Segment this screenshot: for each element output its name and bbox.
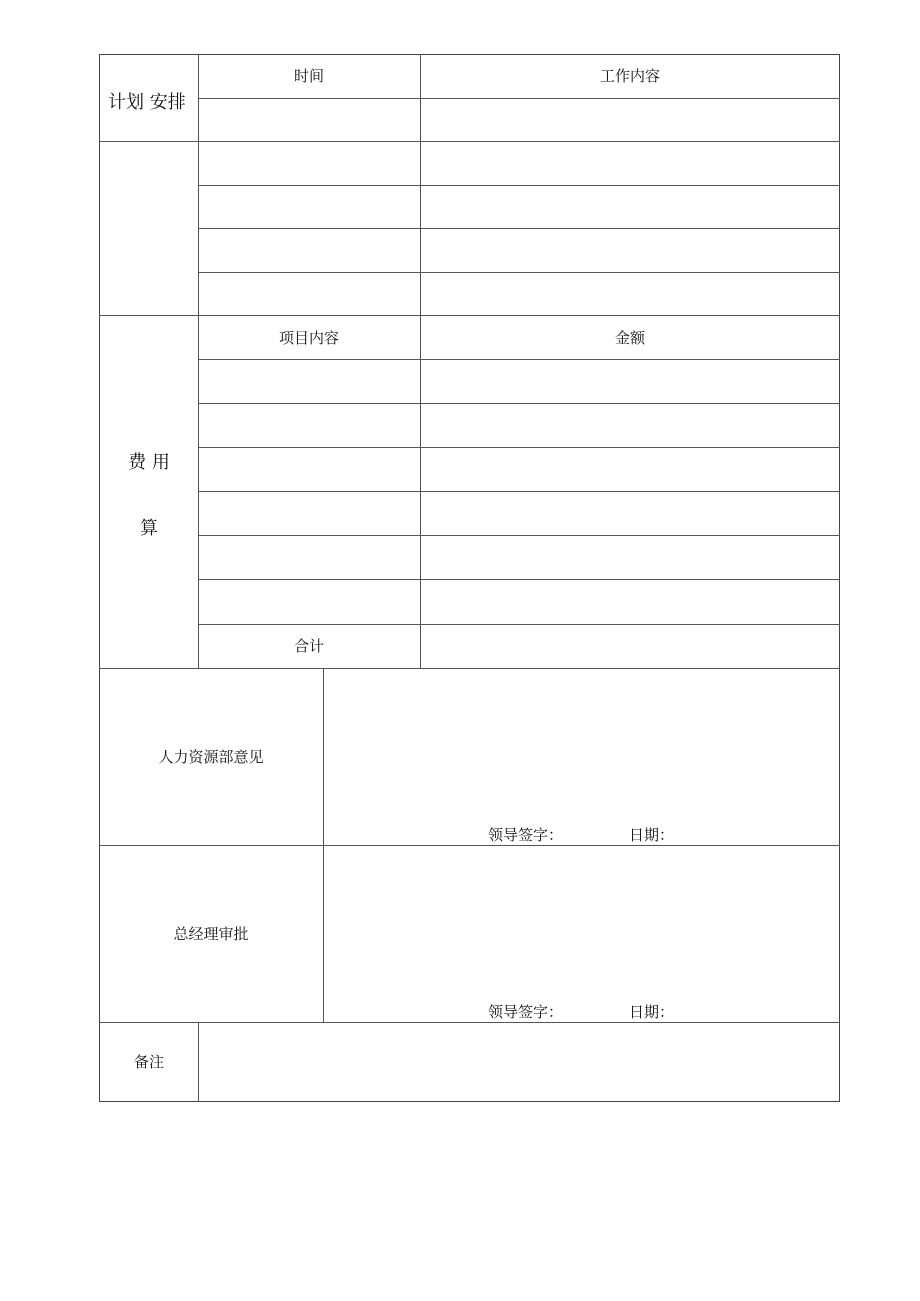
gm-signature-label: 领导签字： <box>488 1003 564 1021</box>
gm-approval-label: 总经理审批 <box>173 925 249 943</box>
plan-time-header: 时间 <box>293 67 325 85</box>
budget-section-label-line2: 算 <box>140 518 158 539</box>
column-divider <box>198 54 199 668</box>
row-divider <box>198 491 840 492</box>
row-divider <box>99 141 840 142</box>
row-divider <box>99 315 840 316</box>
approval-form-table <box>99 54 840 1102</box>
column-divider <box>198 1022 199 1102</box>
row-divider <box>198 624 840 625</box>
row-divider <box>198 403 840 404</box>
hr-date-label: 日期： <box>629 826 675 844</box>
remarks-label: 备注 <box>133 1053 165 1071</box>
hr-opinion-label: 人力资源部意见 <box>158 748 264 766</box>
row-divider <box>198 98 840 99</box>
budget-item-header: 项目内容 <box>278 329 340 347</box>
row-divider <box>99 845 840 846</box>
column-divider <box>420 54 421 668</box>
budget-total-label: 合计 <box>293 637 325 655</box>
row-divider <box>198 535 840 536</box>
row-divider <box>198 447 840 448</box>
budget-section-label-line1: 费 用 <box>128 452 170 473</box>
row-divider <box>198 359 840 360</box>
row-divider <box>198 272 840 273</box>
plan-content-header: 工作内容 <box>599 67 661 85</box>
hr-signature-label: 领导签字： <box>488 826 564 844</box>
row-divider <box>99 668 840 669</box>
gm-date-label: 日期： <box>629 1003 675 1021</box>
row-divider <box>198 228 840 229</box>
plan-section-label: 计划 安排 <box>108 92 186 113</box>
row-divider <box>99 1022 840 1023</box>
budget-amount-header: 金额 <box>614 329 646 347</box>
row-divider <box>198 579 840 580</box>
row-divider <box>198 185 840 186</box>
column-divider <box>323 668 324 1022</box>
